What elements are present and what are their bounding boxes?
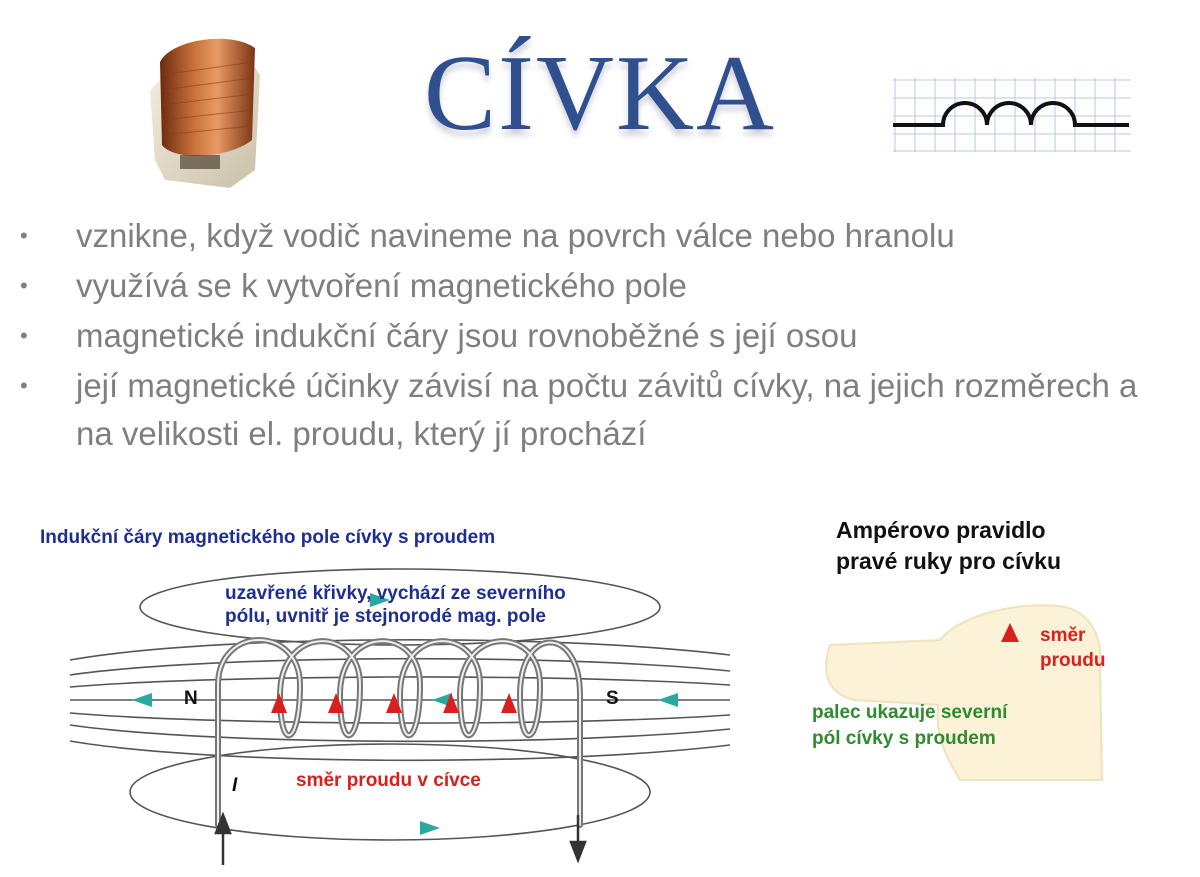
ampere-direction-line2: proudu xyxy=(1040,650,1106,671)
bullet-item: • využívá se k vytvoření magnetického pole xyxy=(20,262,1180,310)
bullet-dot-icon: • xyxy=(20,223,28,248)
current-arrow-icon xyxy=(501,693,517,713)
current-arrow-icon xyxy=(271,693,287,713)
bullet-list xyxy=(20,212,1180,460)
field-arrow-icon xyxy=(658,693,678,707)
pole-n-label: N xyxy=(184,688,198,709)
ampere-rule-title: Ampérovo pravidlo pravé ruky pro cívku xyxy=(836,517,1061,574)
solenoid-diagram xyxy=(30,515,750,870)
diagram-heading: Indukční čáry magnetického pole cívky s proudem xyxy=(40,527,496,548)
current-out-arrow-icon xyxy=(571,842,585,860)
diagram-note-line2: pólu, uvnitř je stejnorodé mag. pole xyxy=(225,606,546,627)
bullet-item: • magnetické indukční čáry jsou rovnoběžné s její osou xyxy=(20,312,1180,360)
bullet-item: • její magnetické účinky závisí na počtu závitů cívky, na jejich rozměrech a na velikosti el. proudu, který jí prochází xyxy=(20,362,1180,458)
ampere-direction-line1: směr xyxy=(1040,625,1086,646)
diagram-note-line1: uzavřené křivky, vychází ze severního xyxy=(225,583,566,604)
right-hand-icon xyxy=(820,595,1110,785)
field-arrow-icon xyxy=(420,821,440,835)
inductor-symbol-icon xyxy=(893,78,1131,152)
field-arrow-icon xyxy=(132,693,152,707)
page-title: CÍVKA xyxy=(424,34,776,153)
bullet-dot-icon: • xyxy=(20,373,28,398)
current-symbol: I xyxy=(232,775,238,796)
current-direction-label: směr proudu v cívce xyxy=(296,770,481,791)
pole-s-label: S xyxy=(606,688,619,709)
bullet-dot-icon: • xyxy=(20,323,28,348)
ampere-thumb-line2: pól cívky s proudem xyxy=(812,728,996,749)
coil-photo xyxy=(130,20,280,195)
ampere-thumb-line1: palec ukazuje severní xyxy=(812,702,1008,723)
bullet-item: • vznikne, když vodič navineme na povrch válce nebo hranolu xyxy=(20,212,1180,260)
bullet-dot-icon: • xyxy=(20,273,28,298)
